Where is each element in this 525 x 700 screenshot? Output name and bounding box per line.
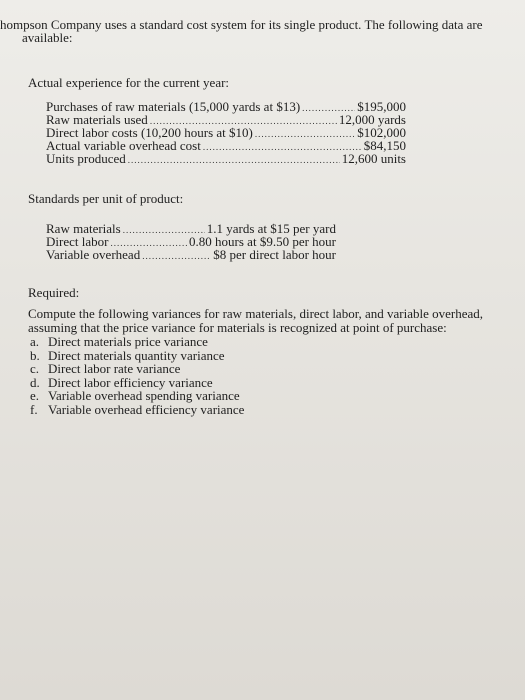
list-item-letter: f. <box>30 401 38 417</box>
standard-row-label: Direct labor <box>46 234 109 249</box>
dot-leader <box>142 250 211 263</box>
standard-row-value: 1.1 yards at $15 per yard <box>206 221 336 236</box>
list-item <box>30 362 244 376</box>
list-item <box>30 349 244 363</box>
list-item-letter: a. <box>30 334 40 349</box>
standard-row-value: $8 per direct labor hour <box>213 247 336 262</box>
list-item-text: Variable overhead spending variance <box>48 388 240 404</box>
standards-heading: Standards per unit of product: <box>28 191 184 206</box>
list-item-text: Variable overhead efficiency variance <box>48 401 245 417</box>
list-item <box>30 335 244 349</box>
actual-row-value: 12,000 yards <box>338 112 406 127</box>
list-item <box>30 389 244 403</box>
actual-row-value: $102,000 <box>357 125 406 140</box>
list-item-text: Direct materials quantity variance <box>48 347 225 363</box>
actual-row-label: Raw materials used <box>46 112 148 127</box>
list-item-letter: e. <box>30 388 40 404</box>
actual-row <box>46 152 406 167</box>
list-item-text: Direct labor rate variance <box>48 361 181 377</box>
list-item <box>30 376 244 390</box>
list-item-text: Direct materials price variance <box>48 334 208 349</box>
list-item <box>30 403 244 417</box>
actual-experience-heading: Actual experience for the current year: <box>28 75 230 90</box>
actual-row-value: $195,000 <box>357 99 406 114</box>
actual-row-label: Direct labor costs (10,200 hours at $10) <box>46 125 253 140</box>
list-item-letter: d. <box>30 374 40 390</box>
required-heading: Required: <box>28 285 80 300</box>
required-list <box>30 335 244 417</box>
intro-paragraph <box>0 18 505 44</box>
actual-row-label: Purchases of raw materials (15,000 yards at $13) <box>46 99 301 114</box>
dot-leader <box>128 154 340 167</box>
actual-row-value: 12,600 units <box>341 151 406 166</box>
standard-row-label: Variable overhead <box>46 247 141 262</box>
intro-line-1: hompson Company uses a standard cost system for its single product. The following data are <box>0 17 483 32</box>
intro-line-2: available: <box>22 30 73 45</box>
standard-row <box>46 248 336 263</box>
actual-row-value: $84,150 <box>363 138 406 153</box>
actual-row-label: Actual variable overhead cost <box>46 138 201 153</box>
list-item-text: Direct labor efficiency variance <box>48 374 213 390</box>
required-instructions: Compute the following variances for raw materials, direct labor, and variable overhead, assuming that the price variance for materials is recognized at point of purchase: <box>28 306 484 335</box>
standard-row-label: Raw materials <box>46 221 121 236</box>
actual-row-label: Units produced <box>46 151 126 166</box>
list-item-letter: c. <box>30 361 40 377</box>
standard-row-value: 0.80 hours at $9.50 per hour <box>189 234 336 249</box>
list-item-letter: b. <box>30 347 40 363</box>
